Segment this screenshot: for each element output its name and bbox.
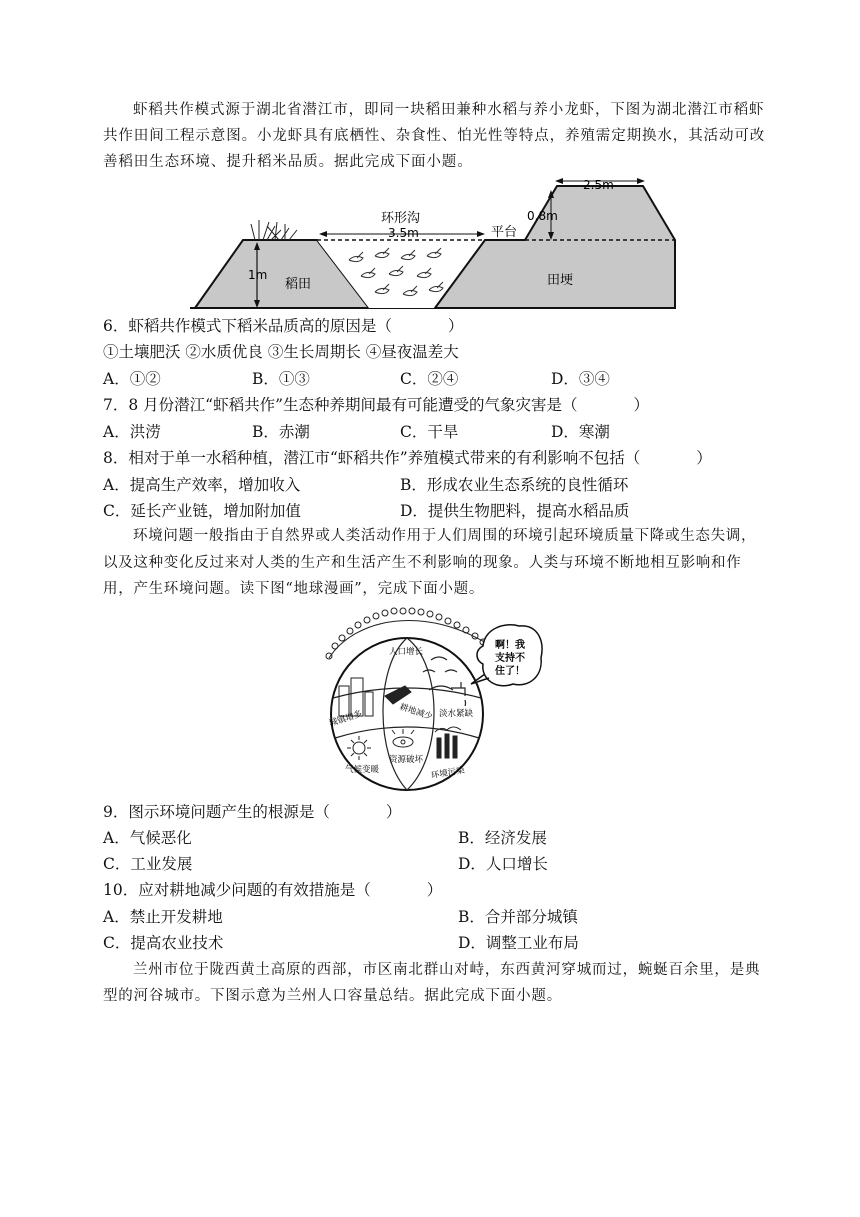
q8-stem-text: 8．相对于单一水稻种植，潜江市“虾稻共作”养殖模式带来的有利影响不包括（ <box>103 449 641 467</box>
q6-stem <box>103 315 463 337</box>
earth-cartoon-figure <box>315 606 545 792</box>
q9-option-c[interactable]: C．工业发展 <box>103 855 193 873</box>
passage2-line1: 环境问题一般指由于自然界或人类活动作用于人们周围的环境引起环境质量下降或生态失调， <box>133 528 757 544</box>
resources-label: 资源破坏 <box>389 755 424 765</box>
q9-option-a[interactable]: A．气候恶化 <box>103 829 192 847</box>
q8-stem-close: ） <box>696 449 712 467</box>
q7-option-b[interactable]: B．赤潮 <box>252 423 310 441</box>
paddy-height-label: 1m <box>248 268 268 282</box>
q8-option-b[interactable]: B．形成农业生态系统的良性循环 <box>400 476 629 494</box>
q7-option-d[interactable]: D．寒潮 <box>551 423 610 441</box>
q10-stem-close: ） <box>426 881 443 899</box>
farmland-label: 耕地减少 <box>398 702 434 723</box>
ridge-label: 田埂 <box>547 273 574 288</box>
passage1-line1: 虾稻共作模式源于湖北省潜江市，即同一块稻田兼种水稻与养小龙虾，下图为湖北潜江市稻虾 <box>133 102 765 118</box>
q6-stem-text: 6．虾稻共作模式下稻米品质高的原因是（ <box>103 317 392 335</box>
q10-option-b[interactable]: B．合并部分城镇 <box>458 908 578 926</box>
q9-stem <box>103 801 401 823</box>
q8-option-d[interactable]: D．提供生物肥料，提高水稻品质 <box>400 502 630 520</box>
bubble-line1: 啊！我 <box>495 640 525 651</box>
q8-option-a[interactable]: A．提高生产效率，增加收入 <box>103 476 301 494</box>
passage3-line1: 兰州市位于陇西黄土高原的西部，市区南北群山对峙，东西黄河穿城而过，蜿蜒百余里，是典 <box>133 962 761 978</box>
platform-label: 平台 <box>491 225 518 240</box>
q10-stem <box>103 879 442 901</box>
passage2-line2: 以及这种变化反过来对人类的生产和生活产生不利影响的现象。人类与环境不断地相互影响和作 <box>103 555 742 571</box>
q6-option-a[interactable]: A．①② <box>103 370 161 388</box>
city-label: 城镇增多 <box>328 709 364 730</box>
q7-stem <box>103 394 649 416</box>
bubble-line2: 支持不 <box>495 653 525 664</box>
top-width-label: 2.5m <box>583 178 614 192</box>
q10-stem-text: 10．应对耕地减少问题的有效措施是（ <box>103 881 371 899</box>
ditch-label: 环形沟 <box>381 211 421 226</box>
q10-option-a[interactable]: A．禁止开发耕地 <box>103 908 223 926</box>
passage2-line3: 用，产生环境问题。读下图“地球漫画”，完成下面小题。 <box>103 581 485 597</box>
q9-stem-text: 9．图示环境问题产生的根源是（ <box>103 803 330 821</box>
q10-option-d[interactable]: D．调整工业布局 <box>458 934 579 952</box>
q6-stem-close: ） <box>447 317 464 335</box>
q6-option-b[interactable]: B．①③ <box>252 370 310 388</box>
q7-stem-text: 7．8 月份潜江“虾稻共作”生态种养期间最有可能遭受的气象灾害是（ <box>103 396 578 414</box>
climate-label: 气候变暖 <box>345 765 380 775</box>
population-label: 人口增长 <box>389 647 424 657</box>
q6-option-d[interactable]: D．③④ <box>551 370 610 388</box>
passage1-line2: 共作田间工程示意图。小龙虾具有底栖性、杂食性、怕光性等特点，养殖需定期换水，其活动可改 <box>103 128 766 144</box>
water-label: 淡水紧缺 <box>439 709 474 719</box>
q7-stem-close: ） <box>633 396 650 414</box>
passage1-line3: 善稻田生态环境、提升稻米品质。据此完成下面小题。 <box>103 154 473 170</box>
ridge-height-label: 0.8m <box>527 209 558 223</box>
q7-option-c[interactable]: C．干旱 <box>400 423 459 441</box>
q9-stem-close: ） <box>385 803 402 821</box>
passage3-line2: 型的河谷城市。下图示意为兰州人口容量总结。据此完成下面小题。 <box>103 988 562 1004</box>
q8-stem <box>103 447 712 469</box>
q9-option-d[interactable]: D．人口增长 <box>458 855 548 873</box>
q8-option-c[interactable]: C．延长产业链，增加附加值 <box>103 502 301 520</box>
rice-shrimp-field-diagram <box>185 176 680 312</box>
q6-items: ①土壤肥沃 ②水质优良 ③生长周期长 ④昼夜温差大 <box>103 343 459 361</box>
q10-option-c[interactable]: C．提高农业技术 <box>103 934 224 952</box>
q7-option-a[interactable]: A．洪涝 <box>103 423 161 441</box>
q9-option-b[interactable]: B．经济发展 <box>458 829 547 847</box>
paddy-label: 稻田 <box>285 277 312 292</box>
pollution-label: 环境污染 <box>430 765 466 782</box>
bubble-line3: 住了！ <box>495 666 525 677</box>
rice-plant-icon <box>251 220 297 240</box>
q6-option-c[interactable]: C．②④ <box>400 370 459 388</box>
ditch-width-label: 3.5m <box>388 226 419 240</box>
